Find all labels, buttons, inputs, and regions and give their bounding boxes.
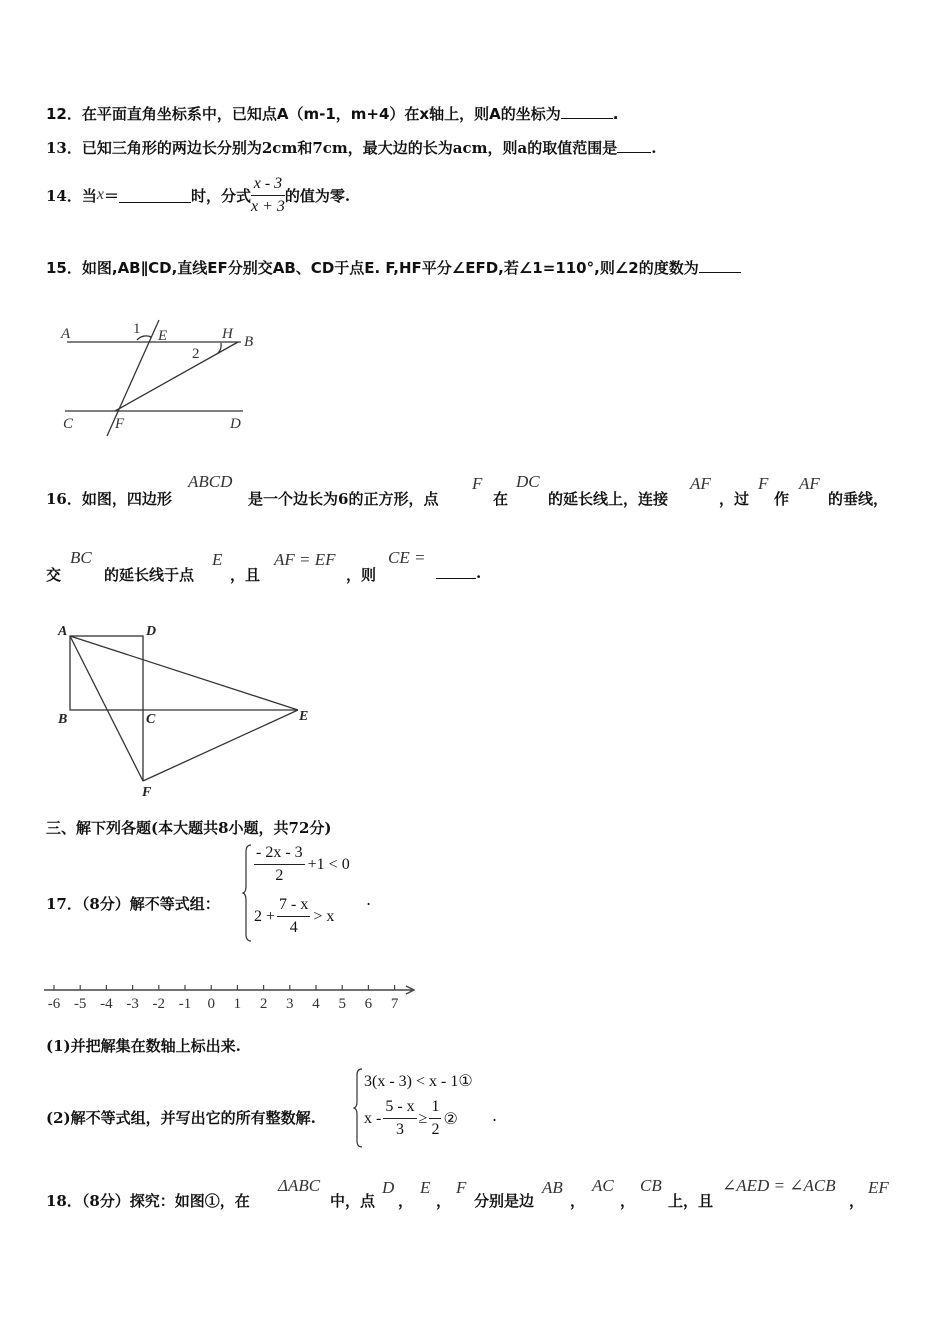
number-line-label: 4 — [312, 996, 320, 1012]
fig16-label: A — [58, 624, 68, 639]
number-line[interactable] — [40, 978, 430, 1014]
number-line-label: 2 — [259, 996, 268, 1012]
question-12: 12．在平面直角坐标系中，已知点A（m-1，m+4）在x轴上，则A的坐标为 . — [46, 105, 619, 123]
fig16-label: B — [58, 712, 68, 727]
number-line-label: 6 — [364, 996, 373, 1012]
fig15-label: 1 — [133, 321, 141, 337]
fig15-label: 2 — [192, 346, 200, 362]
q12-text: 12．在平面直角坐标系中，已知点A（m-1，m+4）在x轴上，则A的坐标为 — [46, 105, 561, 123]
fig15-label: D — [230, 416, 241, 432]
line-af — [70, 636, 143, 781]
number-line-label: 1 — [233, 996, 242, 1012]
line-fe — [143, 710, 298, 781]
line-ae — [70, 636, 298, 710]
q17-system2-line1: 3(x - 3) < x - 1① — [364, 1073, 473, 1090]
q12-answer-blank[interactable] — [561, 104, 613, 119]
number-line-label: 7 — [390, 996, 399, 1012]
q13-answer-blank[interactable] — [617, 138, 651, 153]
q15-answer-blank[interactable] — [699, 258, 741, 273]
square-abcd — [70, 636, 143, 710]
fig15-label: F — [115, 416, 125, 432]
number-line-label: -4 — [100, 996, 113, 1012]
question-17-label: 17．（8分）解不等式组： — [46, 895, 220, 913]
q17-inequality-1: $\frac{- 2x - 3}{2}$ +1 < 0 — [256, 844, 350, 884]
fig15-label: C — [63, 416, 74, 432]
fig16-label: C — [146, 712, 156, 727]
question-16: 16．如图，四边形 ABCD 是一个边长为6的正方形，点 F 在 DC 的延长线上，连接 AF ，过 F 作 AF 的垂线， — [46, 472, 889, 508]
q15-text: 15．如图,AB∥CD,直线EF分别交AB、CD于点E. F,HF平分∠EFD,若∠1=110°,则∠2的度数为 — [46, 259, 699, 277]
question-14: 14．当 x ＝ 时，分式 $\frac{x - 3}{x + 3}$ 的值为零. — [46, 174, 351, 215]
number-line-label: -6 — [47, 996, 61, 1012]
section-3-title: 三、解下列各题(本大题共8小题，共72分) — [46, 819, 332, 837]
q17-part1: (1)并把解集在数轴上标出来. — [46, 1037, 241, 1055]
fig15-label: B — [244, 334, 254, 350]
fig16-label: F — [142, 785, 152, 800]
question-16-line2: 交 BC 的延长线于点 E ，且 AF = EF ，则 CE = . — [46, 548, 482, 584]
q13-text: 13．已知三角形的两边长分别为2cm和7cm，最大边的长为acm，则a的取值范围是 — [46, 139, 618, 157]
q16-answer-blank[interactable] — [436, 564, 476, 579]
q17-part2: (2)解不等式组，并写出它的所有整数解. — [46, 1109, 316, 1127]
number-line-label: -5 — [73, 996, 87, 1012]
q17-system2-line2: x - $\frac{5 - x}{3}$ ≥ $\frac{1}{2}$ ② — [364, 1098, 458, 1138]
q14-answer-blank[interactable] — [119, 188, 191, 203]
question-18: 18．（8分）探究：如图①，在 ΔABC 中，点 D ， E ， F 分别是边 AB ， AC ， CB 上，且 ∠AED = ∠ACB ， EF — [46, 1176, 889, 1210]
number-line-label: -3 — [126, 996, 139, 1012]
q17-system2-brace — [353, 1068, 363, 1148]
question-15 — [46, 257, 741, 278]
fig15-label: E — [158, 328, 168, 344]
q15-figure — [55, 318, 275, 440]
number-line-label: 0 — [207, 996, 215, 1012]
number-line-label: 5 — [338, 996, 346, 1012]
number-line-label: 3 — [286, 996, 294, 1012]
fig15-label: H — [222, 326, 233, 342]
q14-fraction: $\frac{x - 3}{x + 3}$ — [251, 174, 285, 215]
fig15-label: A — [61, 326, 71, 342]
fig16-label: E — [299, 709, 309, 724]
q16-figure — [52, 618, 322, 800]
number-line-label: -2 — [152, 996, 166, 1012]
q17-brace — [242, 844, 252, 942]
question-13: 13．已知三角形的两边长分别为2cm和7cm，最大边的长为acm，则a的取值范围是 . — [46, 139, 657, 157]
q17-inequality-2: 2 + $\frac{7 - x}{4}$ > x — [254, 896, 335, 936]
number-line-label: -1 — [178, 996, 192, 1012]
fig16-label: D — [146, 624, 157, 639]
